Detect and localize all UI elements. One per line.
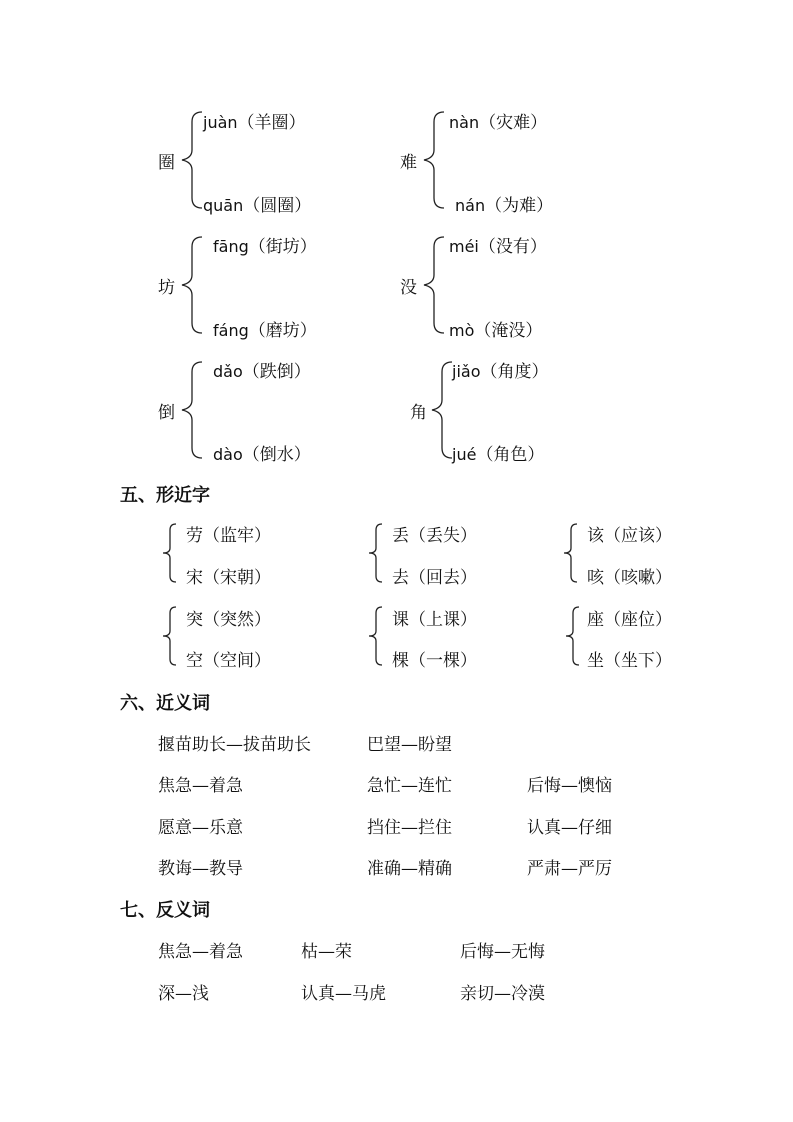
- reading-item: nán（为难）: [455, 196, 554, 216]
- similar-char-item: 去（回去）: [392, 568, 477, 588]
- synonym-item: 挡住—拦住: [367, 818, 452, 838]
- reading-item: quān（圆圈）: [203, 196, 312, 216]
- brace-icon: [178, 235, 204, 335]
- synonym-item: 认真—仔细: [527, 818, 612, 838]
- antonym-item: 焦急—着急: [158, 942, 243, 962]
- similar-char-item: 咳（咳嗽）: [587, 568, 672, 588]
- reading-item: jiǎo（角度）: [452, 362, 549, 382]
- antonym-item: 后悔—无悔: [460, 942, 545, 962]
- reading-item: juàn（羊圈）: [203, 113, 306, 133]
- reading-item: méi（没有）: [449, 237, 547, 257]
- polyphone-char: 角: [410, 403, 427, 423]
- reading-item: fáng（磨坊）: [213, 321, 317, 341]
- brace-icon: [160, 522, 178, 584]
- antonym-item: 枯—荣: [301, 942, 352, 962]
- section-title: 七、反义词: [120, 900, 210, 921]
- reading-item: dào（倒水）: [213, 445, 311, 465]
- similar-char-item: 突（突然）: [186, 610, 271, 630]
- polyphone-char: 难: [400, 153, 417, 173]
- polyphone-char: 没: [400, 278, 417, 298]
- polyphone-char: 圈: [158, 153, 175, 173]
- brace-icon: [366, 605, 384, 667]
- brace-icon: [160, 605, 178, 667]
- synonym-item: 焦急—着急: [158, 776, 243, 796]
- brace-icon: [420, 235, 446, 335]
- synonym-item: 揠苗助长—拔苗助长: [158, 735, 311, 755]
- antonym-item: 深—浅: [158, 984, 209, 1004]
- synonym-item: 愿意—乐意: [158, 818, 243, 838]
- brace-icon: [428, 360, 454, 460]
- antonym-item: 亲切—冷漠: [460, 984, 545, 1004]
- similar-char-item: 丢（丢失）: [392, 526, 477, 546]
- synonym-item: 教诲—教导: [158, 859, 243, 879]
- synonym-item: 准确—精确: [367, 859, 452, 879]
- similar-char-item: 宋（宋朝）: [186, 568, 271, 588]
- similar-char-item: 空（空间）: [186, 651, 271, 671]
- polyphone-char: 坊: [158, 278, 175, 298]
- reading-item: fāng（街坊）: [213, 237, 317, 257]
- synonym-item: 巴望—盼望: [367, 735, 452, 755]
- similar-char-item: 课（上课）: [392, 610, 477, 630]
- brace-icon: [561, 522, 579, 584]
- similar-char-item: 该（应该）: [587, 526, 672, 546]
- brace-icon: [420, 110, 446, 210]
- reading-item: nàn（灾难）: [449, 113, 548, 133]
- synonym-item: 后悔—懊恼: [527, 776, 612, 796]
- section-title: 六、近义词: [120, 693, 210, 714]
- antonym-item: 认真—马虎: [301, 984, 386, 1004]
- brace-icon: [366, 522, 384, 584]
- similar-char-item: 劳（监牢）: [186, 526, 271, 546]
- reading-item: jué（角色）: [452, 445, 545, 465]
- polyphone-char: 倒: [158, 403, 175, 423]
- synonym-item: 严肃—严厉: [527, 859, 612, 879]
- reading-item: mò（淹没）: [449, 321, 543, 341]
- brace-icon: [178, 110, 204, 210]
- reading-item: dǎo（跌倒）: [213, 362, 311, 382]
- synonym-item: 急忙—连忙: [367, 776, 452, 796]
- similar-char-item: 座（座位）: [587, 610, 672, 630]
- section-title: 五、形近字: [120, 485, 210, 506]
- brace-icon: [563, 605, 581, 667]
- similar-char-item: 坐（坐下）: [587, 651, 672, 671]
- brace-icon: [178, 360, 204, 460]
- similar-char-item: 棵（一棵）: [392, 651, 477, 671]
